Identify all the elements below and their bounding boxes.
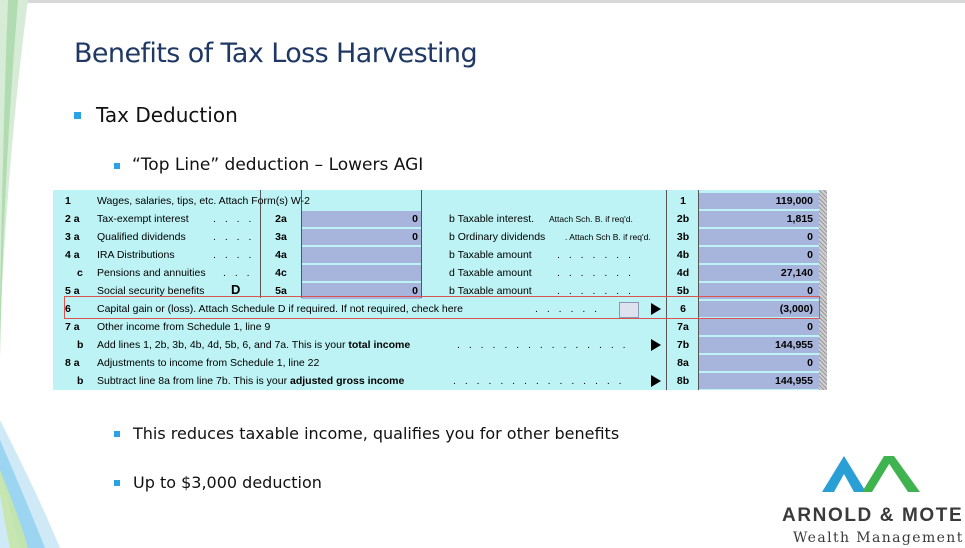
- slide-title: Benefits of Tax Loss Harvesting: [74, 38, 477, 69]
- form-row-8b: b Subtract line 8a from line 7b. This is your adjusted gross income . . . . . . . . . . . . . . . 8b 144,955: [53, 372, 827, 390]
- decorative-swoosh-left: [0, 0, 60, 548]
- bullet-marker: [74, 112, 81, 119]
- form-row-4c: c Pensions and annuities . . . 4c d Taxable amount . . . . . . . 4d 27,140: [53, 264, 827, 282]
- form-row-7b: b Add lines 1, 2b, 3b, 4b, 4d, 5b, 6, and 7a. This is your total income . . . . . . . . . . . . . . . 7b 144,955: [53, 336, 827, 354]
- form-row-2a: 2 a Tax-exempt interest . . . . 2a 0 b Taxable interest. Attach Sch. B. if req'd. 2b 1,815: [53, 210, 827, 228]
- bullet-up-to-3000: Up to $3,000 deduction: [133, 473, 322, 492]
- bullet-top-line: “Top Line” deduction – Lowers AGI: [132, 155, 424, 175]
- arrow-right-icon: [651, 339, 661, 351]
- highlight-capital-gain-row: [64, 296, 820, 319]
- form-row-1: 1 Wages, salaries, tips, etc. Attach Form(s) W-2 1 119,000: [53, 192, 827, 210]
- bullet-reduces-taxable-income: This reduces taxable income, qualifies you for other benefits: [133, 424, 620, 443]
- bullet-marker: [114, 431, 120, 437]
- form-row-8a: 8 a Adjustments to income from Schedule 1, line 22 8a 0: [53, 354, 827, 372]
- bullet-marker: [114, 480, 120, 486]
- form-row-6: 6 Capital gain or (loss). Attach Schedule D if required. If not required, check here . . . . . . 6 (3,000): [53, 300, 827, 318]
- top-border: [0, 0, 965, 3]
- arrow-right-icon: [651, 375, 661, 387]
- tax-form-excerpt: [53, 190, 827, 390]
- bullet-tax-deduction: Tax Deduction: [96, 103, 238, 127]
- form-row-4a: 4 a IRA Distributions . . . . 4a b Taxable amount . . . . . . . 4b 0: [53, 246, 827, 264]
- logo-subtitle: Wealth Management: [793, 530, 964, 546]
- form-row-7a: 7 a Other income from Schedule 1, line 9 7a 0: [53, 318, 827, 336]
- form-row-5a: 5 a Social security benefits D 5a 0 b Taxable amount . . . . . . . 5b 0: [53, 282, 827, 300]
- logo-name: ARNOLD & MOTE: [782, 505, 964, 526]
- logo-mark-icon: [822, 454, 922, 494]
- bullet-marker: [114, 163, 120, 169]
- form-row-3a: 3 a Qualified dividends . . . . 3a 0 b Ordinary dividends . Attach Sch B. if req'd. 3b 0: [53, 228, 827, 246]
